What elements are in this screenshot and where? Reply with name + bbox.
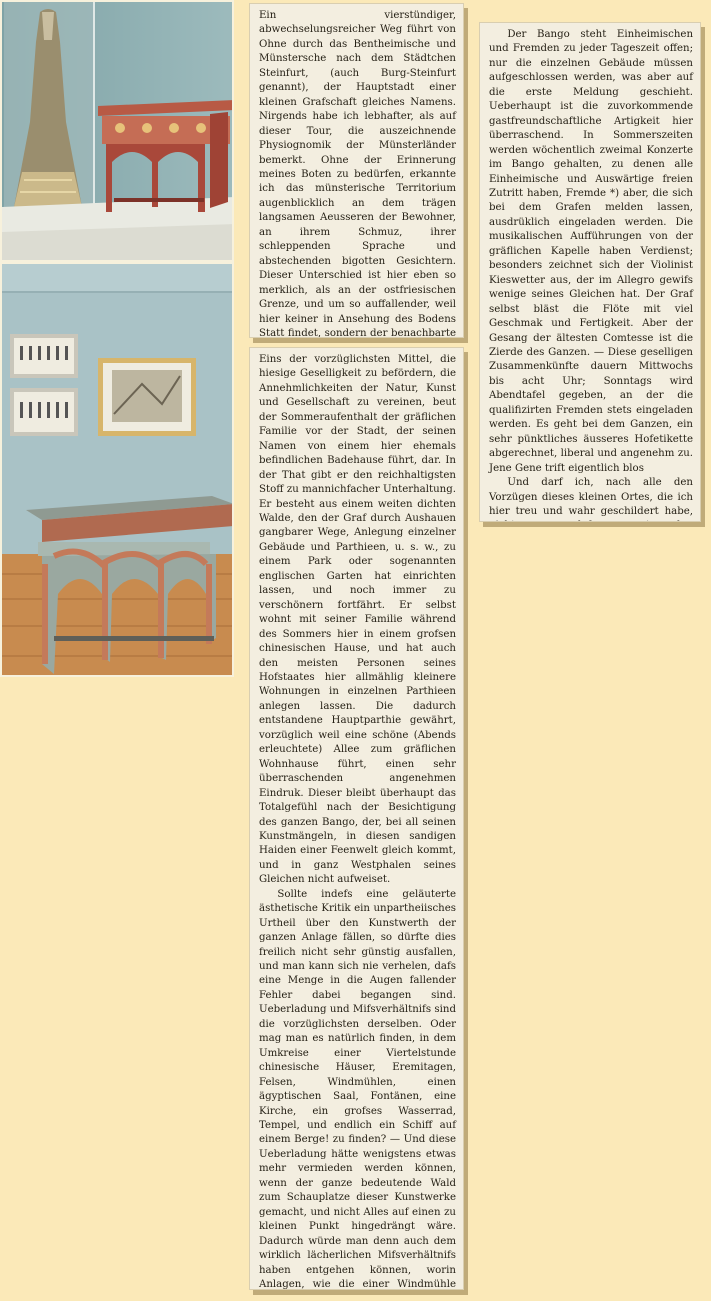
paragraph-bango-hospitality: Der Bango steht Einheimischen und Fremden zu jeder Tageszeit offen; nur die einzelnen Gebäude müssen aufgeschlossen werden, was aber auf die erste Meldung geschieht. Ueberhaupt ist die zuvorkommende gastfreundschaftliche Artigkeit hier überraschend. In Sommerszeiten werden wöchentlich zweimal Konzerte im Bango gehalten, zu denen alle Einheimische und Auswärtige freien Zutritt haben, Fremde *) aber, die sich bei dem Grafen melden lassen, ausdrüklich eingeladen werden. Die musikalischen Aufführungen von der gräflichen Kapelle haben Verdienst; besonders zeichnet sich der Violinist Kieswetter aus, der im Allegro gewifs wenige seines Gleichen hat. Der Graf selbst bläst die Flöte mit viel Geschmak und Fertigkeit. Aber der Gesang der ältesten Comtesse ist die Zierde des Ganzen. — Diese geselligen Zusammenkünfte dauern Mittwochs bis acht Uhr; Sonntags wird Abendtafel gegeben, an der die qualifizirten Fremden stets eingeladen werden. Es geht bei dem Ganzen, ein sehr pünktliches äusseres Hofetikette abgerechnet, liberal und angenehm zu. Jene Gene trift eigentlich blos: [489, 29, 693, 474]
paragraph-bango-summer-residence: Eins der vorzüglichsten Mittel, die hiesige Geselligkeit zu befördern, die Annehmlichkeiten der Natur, Kunst und Gesellschaft zu vereinen, beut der Sommeraufenthalt der gräflichen Familie vor der Stadt, der seinen Namen von einem hier ehemals befindlichen Badehause führt, dar. In der That gibt er den reichhaltigsten Stoff zu mannichfacher Unterhaltung. Er besteht aus einem weiten dichten Walde, den der Graf durch Aushauen gangbarer Wege, Anlegung einzelner Gebäude und Parthieen, u. s. w., zu einem Park oder sogenannten englischen Garten hat einrichten lassen, und noch immer zu verschönern fortfährt. Er selbst wohnt mit seiner Familie während des Sommers hier in einem grofsen chinesischen Hause, und hat auch den meisten Personen seines Hofstaates hier allmählig kleinere Wohnungen in einzelnen Parthieen anlegen lassen. Die dadurch entstandene Hauptparthie gewährt, vorzüglich weil eine schöne (Abends erleuchtete) Allee zum gräflichen Wohnhause führt, einen sehr überraschenden angenehmen Eindruk. Dieser bleibt überhaupt das Totalgefühl nach der Besichtigung des ganzen Bango, der, bei all seinen Kunstmängeln, in diesen sandigen Haiden einer Feenwelt gleich kommt, und in ganz Westphalen seines Gleichen nicht aufweiset.: [259, 354, 456, 886]
museum-photo-gallery-table: [0, 262, 234, 677]
paragraph-steinfurt-journey: Ein vierstündiger, abwechselungsreicher Weg führt von Ohne durch das Bentheimische und Münstersche nach dem Städtchen Steinfurt, (auch Burg-Steinfurt genannt), der Hauptstadt einer kleinen Grafschaft gleiches Namens. Nirgends habe ich lebhafter, als auf dieser Tour, die auszeichnende Physiognomik der Münsterländer bemerkt. Ohne der Erinnerung meines Boten zu bedürfen, erkannte ich das münsterische Territorium augenblicklich an dem trägen langsamen Aeusseren der Bewohner, an ihrem Schmuz, ihrer schleppenden Sprache und abstechenden bigotten Gesichtern. Dieser Unterschied ist hier eben so merklich, als an der ostfriesischen Grenze, und um so auffallender, weil hier keiner in Ansehung des Bodens Statt findet, sondern der benachbarte: [259, 10, 456, 338]
article-column-1-bottom: [249, 347, 464, 1290]
gallery-table-illustration: [2, 264, 234, 677]
paragraph-aesthetic-critique: Sollte indefs eine geläuterte ästhetische Kritik ein unpartheiisches Urtheil über den Kunstwerth der ganzen Anlage fällen, so dürfte dies freilich nicht sehr günstig ausfallen, und man kann sich nie verhelen, dafs eine Menge in die Augen fallender Fehler dabei begangen sind. Ueberladung und Mifsverhältnifs sind die vorzüglichsten derselben. Oder mag man es natürlich finden, in dem Umkreise einer Viertelstunde chinesische Häuser, Eremitagen, Felsen, Windmühlen, einen ägyptischen Saal, Fontänen, eine Kirche, ein grofses Wasserrad, Tempel, und endlich ein Schiff auf einem Berge! zu finden? — Und diese Ueberladung hätte wenigstens etwas mehr vermieden werden können, wenn der ganze bedeutende Wald zum Schauplatze dieser Kunstwerke gemacht, und nicht Alles auf einen zu kleinen Punkt hingedrängt wäre. Dadurch würde man denn auch dem wirklich lächerlichen Mifsverhältnifs haben entgehen können, worin Anlagen, wie die einer Windmühle: [259, 888, 456, 1290]
dress-display-illustration: [2, 2, 234, 262]
framed-print-3: [98, 358, 196, 436]
article-column-2: [479, 22, 701, 522]
framed-print-1: [10, 334, 78, 378]
paragraph-konigs-diamant: Und darf ich, nach alle den Vorzügen dieses kleinen Ortes, die ich hier treu und wahr geschildert habe,: [489, 477, 693, 517]
museum-photo-dress-display: [0, 0, 234, 262]
article-column-1-top: [249, 3, 464, 338]
framed-print-2: [10, 388, 78, 436]
